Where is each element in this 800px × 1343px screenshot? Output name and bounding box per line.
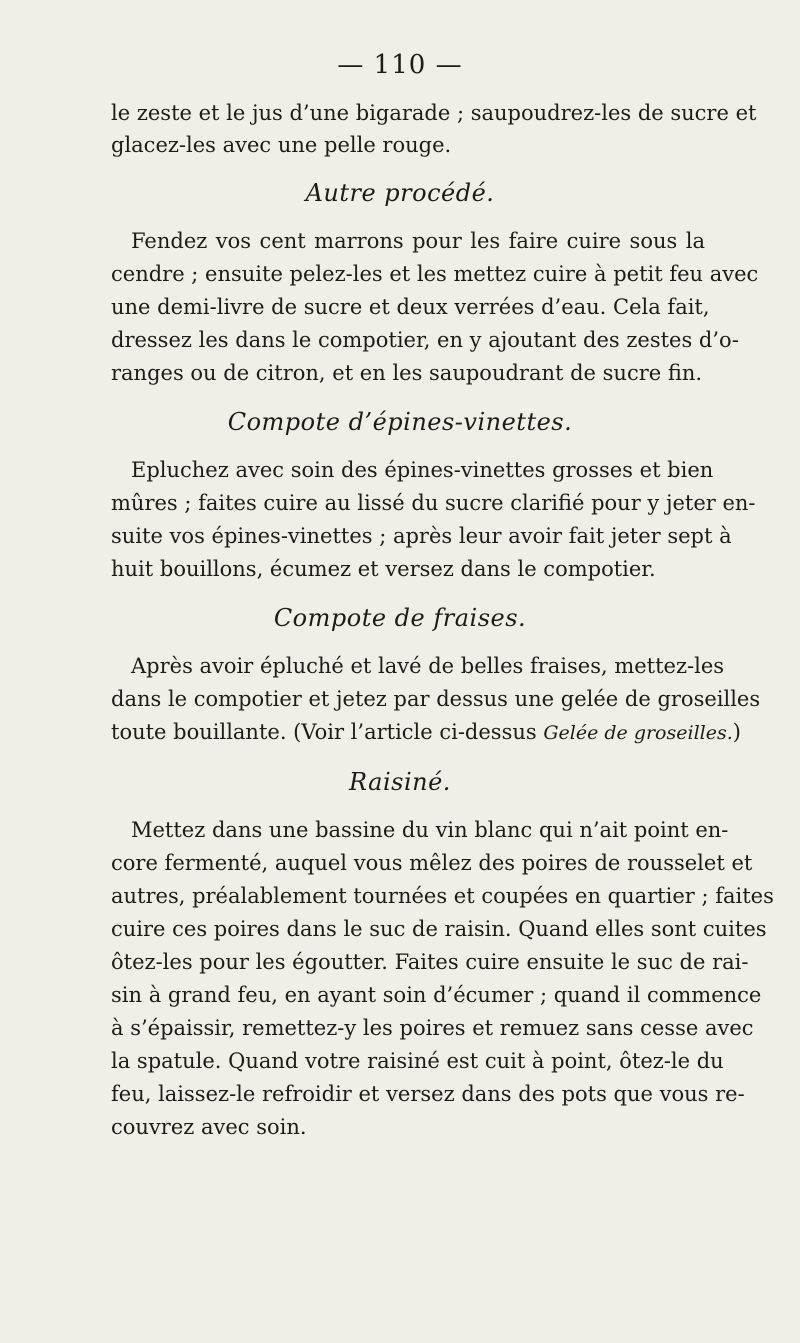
cross-reference: Gelée de groseilles. — [543, 722, 733, 744]
section-heading: Raisiné. — [349, 768, 451, 796]
text-line: ôtez-les pour les égoutter. Faites cuire ensuite le suc de rai- — [111, 950, 749, 974]
text-line: sin à grand feu, en ayant soin d’écumer ; quand il commence — [111, 983, 762, 1007]
text-line-with-reference — [111, 717, 741, 748]
text-line: à s’épaissir, remettez-y les poires et remuez sans cesse avec — [111, 1016, 754, 1040]
text-line: couvrez avec soin. — [111, 1115, 307, 1139]
text-line: ranges ou de citron, et en les saupoudrant de sucre fin. — [111, 361, 703, 385]
section-heading: Compote de fraises. — [273, 604, 527, 632]
text-line: une demi-livre de sucre et deux verrées d’eau. Cela fait, — [111, 295, 710, 319]
text-line: le zeste et le jus d’une bigarade ; saupoudrez-les de sucre et — [111, 101, 757, 125]
text-line: glacez-les avec une pelle rouge. — [111, 133, 452, 157]
text-line: core fermenté, auquel vous mêlez des poires de rousselet et — [111, 851, 753, 875]
text-line: cuire ces poires dans le suc de raisin. Quand elles sont cuites — [111, 917, 767, 941]
text-line: huit bouillons, écumez et versez dans le compotier. — [111, 557, 656, 581]
page-number: — 110 — — [337, 50, 463, 80]
text-line: dressez les dans le compotier, en y ajoutant des zestes d’o- — [111, 328, 739, 352]
text-span: toute bouillante. (Voir l’article ci-dessus — [111, 720, 544, 744]
text-line: la spatule. Quand votre raisiné est cuit à point, ôtez-le du — [111, 1049, 724, 1073]
text-line: cendre ; ensuite pelez-les et les mettez cuire à petit feu avec — [111, 262, 759, 286]
text-line: Après avoir épluché et lavé de belles fraises, mettez-les — [131, 654, 725, 678]
text-line: Epluchez avec soin des épines-vinettes grosses et bien — [131, 458, 714, 482]
section-heading: Compote d’épines-vinettes. — [227, 408, 573, 436]
text-line: feu, laissez-le refroidir et versez dans des pots que vous re- — [111, 1082, 745, 1106]
text-line: dans le compotier et jetez par dessus une gelée de groseilles — [111, 687, 761, 711]
text-line: Mettez dans une bassine du vin blanc qui n’ait point en- — [131, 818, 729, 842]
text-line: suite vos épines-vinettes ; après leur avoir fait jeter sept à — [111, 524, 732, 548]
section-heading: Autre procédé. — [305, 179, 495, 207]
text-line: autres, préalablement tournées et coupées en quartier ; faites — [111, 884, 774, 908]
text-line: mûres ; faites cuire au lissé du sucre clarifié pour y jeter en- — [111, 491, 756, 515]
text-span: ) — [732, 720, 741, 744]
text-line: Fendez vos cent marrons pour les faire cuire sous la — [131, 229, 705, 253]
